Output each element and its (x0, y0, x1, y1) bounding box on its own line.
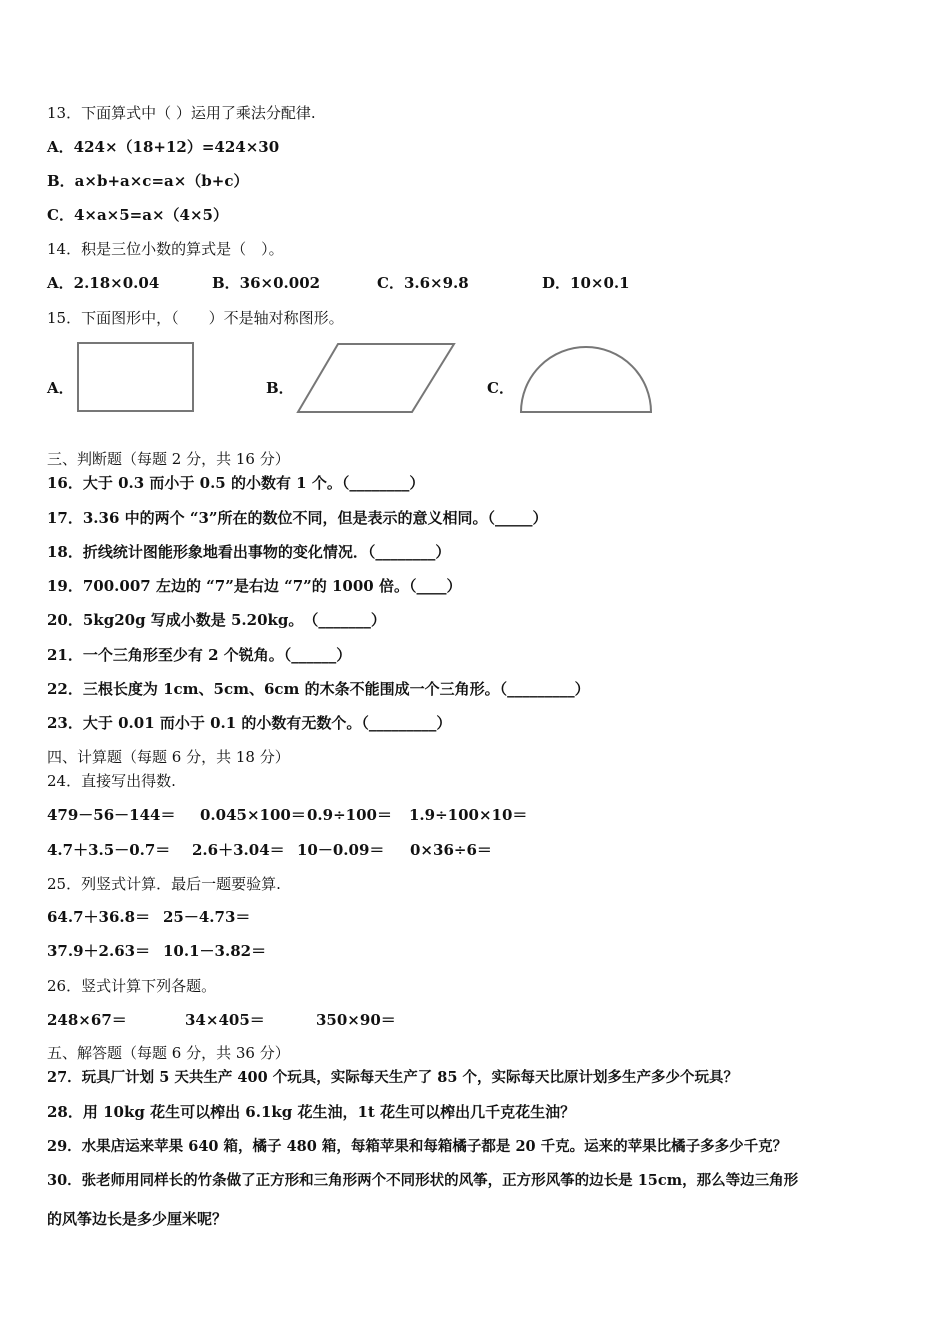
q19: 19．700.007 左边的 “7”是右边 “7”的 1000 倍。（____） (47, 577, 462, 595)
q20: 20．5kg20g 写成小数是 5.20kg。 （_______） (47, 611, 386, 629)
q14-option-b: B．36×0.002 (212, 274, 321, 292)
q14-stem: 14．积是三位小数的算式是（ ）。 (47, 240, 284, 258)
q13-option-c: C．4×a×5=a×（4×5） (47, 206, 228, 224)
q24-item: 4.7＋3.5－0.7＝ (47, 841, 171, 859)
q27: 27．玩具厂计划 5 天共生产 400 个玩具，实际每天生产了 85 个，实际每天比原计划多生产多少个玩具？ (47, 1069, 738, 1086)
q25-stem: 25．列竖式计算．最后一题要验算. (47, 875, 281, 893)
q24-item: 479－56－144＝ (47, 806, 176, 824)
q30-line-2: 的风筝边长是多少厘米呢？ (47, 1210, 228, 1228)
semicircle-shape (518, 344, 654, 416)
q22: 22．三根长度为 1cm、5cm、6cm 的木条不能围成一个三角形。（_________） (47, 680, 590, 698)
q13-option-b: B．a×b+a×c=a×（b+c） (47, 172, 249, 190)
q18: 18．折线统计图能形象地看出事物的变化情况．（________） (47, 543, 451, 561)
q14-option-a: A．2.18×0.04 (47, 274, 160, 292)
q13-stem: 13．下面算式中（ ）运用了乘法分配律. (47, 104, 316, 122)
q24-item: 10－0.09＝ (297, 841, 385, 859)
q14-option-d: D．10×0.1 (542, 274, 630, 292)
q15-option-c-label: C． (487, 379, 514, 397)
q25-item: 64.7＋36.8＝ (47, 908, 151, 926)
q24-item: 1.9÷100×10＝ (409, 806, 528, 824)
q26-item: 248×67＝ (47, 1011, 127, 1029)
q25-item: 37.9＋2.63＝ (47, 942, 151, 960)
q14-option-c: C．3.6×9.8 (377, 274, 469, 292)
q13-option-a: A．424×（18+12）=424×30 (47, 138, 280, 156)
q30-line-1: 30．张老师用同样长的竹条做了正方形和三角形两个不同形状的风筝，正方形风筝的边长是 15cm，那么等边三角形 (47, 1172, 799, 1189)
q24-stem: 24．直接写出得数. (47, 772, 176, 790)
q29: 29．水果店运来苹果 640 箱，橘子 480 箱，每箱苹果和每箱橘子都是 20 千克。运来的苹果比橘子多多少千克？ (47, 1138, 788, 1155)
q24-item: 0.9÷100＝ (307, 806, 392, 824)
q15-stem: 15．下面图形中，（ ）不是轴对称图形。 (47, 309, 344, 327)
q15-option-b-label: B． (266, 379, 294, 397)
parallelogram-shape (296, 342, 458, 416)
section-5-title: 五、解答题（每题 6 分，共 36 分） (47, 1044, 290, 1062)
q26-item: 34×405＝ (185, 1011, 265, 1029)
section-4-title: 四、计算题（每题 6 分，共 18 分） (47, 748, 290, 766)
q25-item: 25－4.73＝ (163, 908, 251, 926)
q21: 21．一个三角形至少有 2 个锐角。（______） (47, 646, 352, 664)
rectangle-shape (76, 341, 196, 415)
q17: 17．3.36 中的两个 “3”所在的数位不同，但是表示的意义相同。（_____） (47, 509, 548, 527)
q24-item: 0×36÷6＝ (410, 841, 492, 859)
q23: 23．大于 0.01 而小于 0.1 的小数有无数个。（_________） (47, 714, 452, 732)
q24-item: 2.6＋3.04＝ (192, 841, 285, 859)
q16: 16．大于 0.3 而小于 0.5 的小数有 1 个。（________） (47, 474, 425, 492)
q24-item: 0.045×100＝ (200, 806, 306, 824)
q26-item: 350×90＝ (316, 1011, 396, 1029)
q25-item: 10.1－3.82＝ (163, 942, 267, 960)
q26-stem: 26．竖式计算下列各题。 (47, 977, 217, 995)
q28: 28．用 10kg 花生可以榨出 6.1kg 花生油，1t 花生可以榨出几千克花生油？ (47, 1103, 576, 1121)
section-3-title: 三、判断题（每题 2 分，共 16 分） (47, 450, 290, 468)
q15-option-a-label: A． (47, 379, 74, 397)
